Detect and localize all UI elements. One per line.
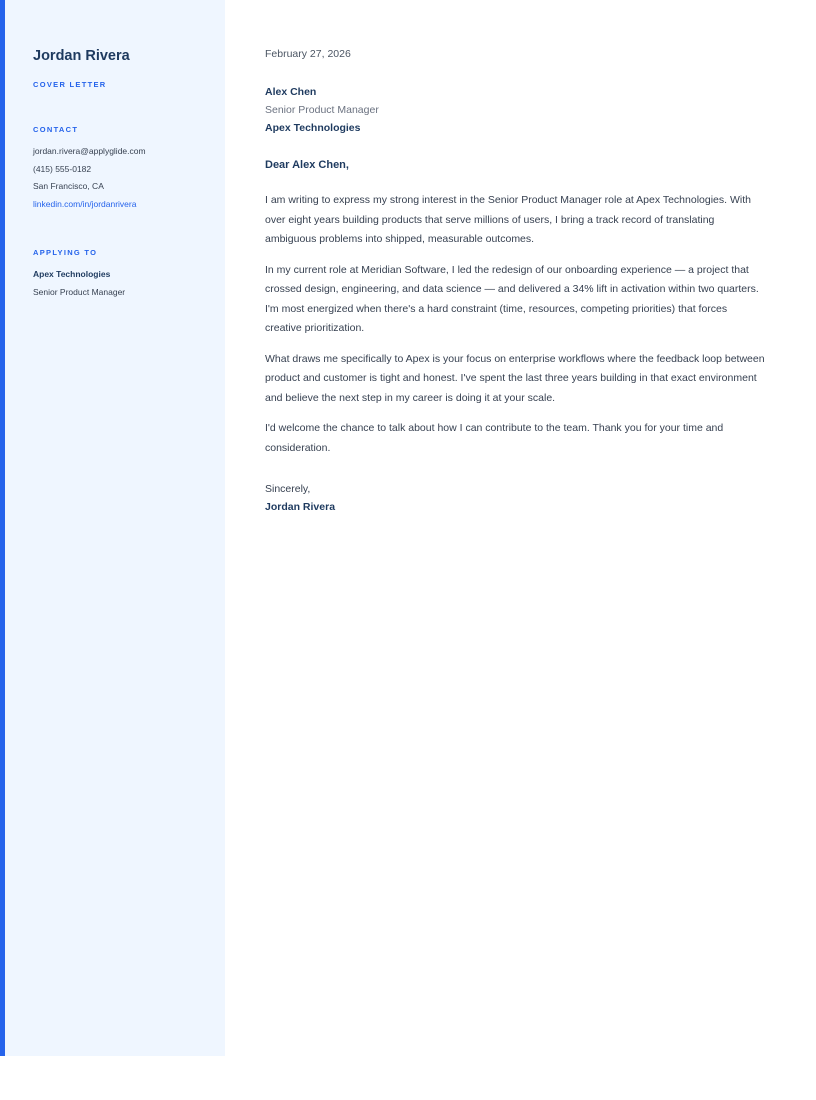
- contact-location: San Francisco, CA: [33, 181, 104, 191]
- letter-date: February 27, 2026: [265, 48, 351, 60]
- applicant-name: Jordan Rivera: [33, 48, 130, 64]
- recipient-company: Apex Technologies: [265, 122, 361, 134]
- letter-body: [225, 0, 816, 1056]
- contact-email: jordan.rivera@applyglide.com: [33, 146, 146, 156]
- closing-block: [265, 480, 766, 516]
- paragraph: I am writing to express my strong interest in the Senior Product Manager role at Apex Technologies. With over eight years building products that serve millions of users, I bring a track record of translating ambiguous problems into shipped, measurable outcomes.: [265, 194, 751, 245]
- contact-phone: (415) 555-0182: [33, 163, 92, 174]
- document-type-label: COVER LETTER: [33, 80, 107, 89]
- sidebar: [5, 0, 225, 1056]
- target-role: Senior Product Manager: [33, 286, 126, 297]
- linkedin-link[interactable]: linkedin.com/in/jordanrivera: [33, 198, 137, 209]
- closing: Sincerely,: [265, 483, 311, 495]
- paragraph: In my current role at Meridian Software, I led the redesign of our onboarding experience — a project that crossed design, engineering, and data science — and delivered a 34% lift in activation within two quarters. I'm most energized when there's a hard constraint (time, resources, competing priorities) that forces creative prioritization.: [265, 263, 759, 334]
- letter-paragraphs: [265, 191, 766, 458]
- paragraph: What draws me specifically to Apex is your focus on enterprise workflows where the feedback loop between product and customer is tight and honest. I've spent the last three years building in that exact environment and believe the next step in my career is doing it at your scale.: [265, 352, 765, 404]
- paragraph: I'd welcome the chance to talk about how I can contribute to the team. Thank you for your time and consideration.: [265, 422, 724, 454]
- signature: Jordan Rivera: [265, 501, 336, 513]
- recipient-name: Alex Chen: [265, 86, 317, 98]
- contact-list: [33, 143, 225, 213]
- applying-to-section-label: APPLYING TO: [33, 248, 98, 257]
- target-company: Apex Technologies: [33, 269, 111, 279]
- contact-section-label: CONTACT: [33, 125, 79, 134]
- salutation: Dear Alex Chen,: [265, 159, 349, 171]
- applying-to-list: [33, 266, 225, 301]
- recipient-title: Senior Product Manager: [265, 104, 379, 116]
- recipient-block: [265, 83, 766, 137]
